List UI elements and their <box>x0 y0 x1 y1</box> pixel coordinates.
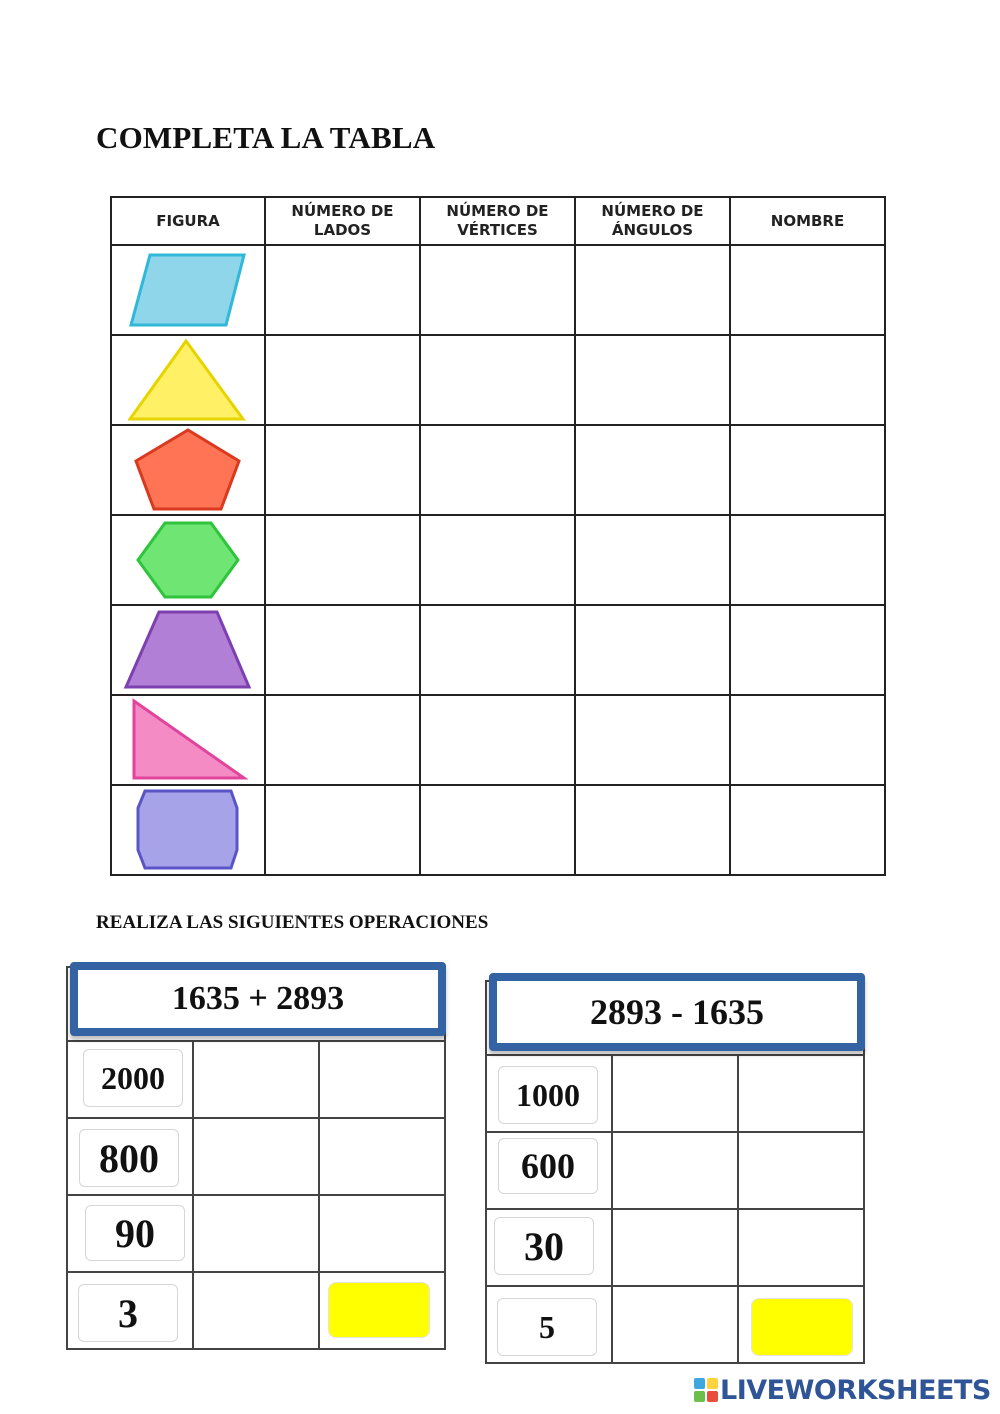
number-box: 90 <box>85 1205 185 1261</box>
table-row <box>111 605 885 695</box>
answer-cell[interactable] <box>730 245 885 335</box>
answer-cell[interactable] <box>193 1195 319 1272</box>
answer-cell[interactable] <box>420 245 575 335</box>
answer-cell[interactable] <box>575 605 730 695</box>
answer-cell[interactable] <box>575 335 730 425</box>
number-box: 1000 <box>498 1066 598 1124</box>
liveworksheets-logo <box>694 1374 991 1406</box>
figure-cell <box>111 785 265 875</box>
figure-cell <box>111 425 265 515</box>
answer-cell[interactable] <box>730 335 885 425</box>
header-numero-de-vertices: NÚMERO DE VÉRTICES <box>420 197 575 245</box>
number-box: 5 <box>497 1298 597 1356</box>
operation-header-addition: 1635 + 2893 <box>70 962 446 1036</box>
page-title: COMPLETA LA TABLA <box>96 120 436 155</box>
highlight-box[interactable] <box>751 1298 853 1356</box>
table-row <box>111 335 885 425</box>
answer-cell[interactable] <box>265 245 420 335</box>
number-box: 30 <box>494 1217 594 1275</box>
triangle-icon <box>128 337 248 423</box>
answer-cell[interactable] <box>730 515 885 605</box>
section-subtitle: REALIZA LAS SIGUIENTES OPERACIONES <box>96 912 489 933</box>
header-nombre: NOMBRE <box>730 197 885 245</box>
figure-cell <box>111 335 265 425</box>
hexagon-icon <box>135 520 241 600</box>
answer-cell[interactable] <box>420 515 575 605</box>
logo-text: LIVEWORKSHEETS <box>720 1374 991 1406</box>
right-triangle-icon <box>128 698 248 782</box>
rhomboid-icon <box>128 251 248 329</box>
answer-cell[interactable] <box>730 425 885 515</box>
answer-cell[interactable] <box>193 1118 319 1195</box>
answer-cell[interactable] <box>575 245 730 335</box>
table-row <box>111 785 885 875</box>
answer-cell[interactable] <box>575 425 730 515</box>
octagon-icon <box>135 788 241 872</box>
highlight-box[interactable] <box>328 1282 430 1338</box>
answer-cell[interactable] <box>265 335 420 425</box>
answer-cell[interactable] <box>612 1286 738 1363</box>
answer-cell[interactable] <box>730 695 885 785</box>
number-box: 600 <box>498 1138 598 1194</box>
answer-cell[interactable] <box>420 335 575 425</box>
pentagon-icon <box>133 427 243 513</box>
table-row <box>111 515 885 605</box>
answer-cell[interactable] <box>319 1195 445 1272</box>
answer-cell[interactable] <box>575 515 730 605</box>
figure-cell <box>111 695 265 785</box>
liveworksheets-logo-icon <box>694 1378 718 1402</box>
answer-cell[interactable] <box>265 695 420 785</box>
answer-cell[interactable] <box>193 1041 319 1118</box>
answer-cell[interactable] <box>319 1118 445 1195</box>
answer-cell[interactable] <box>730 605 885 695</box>
shapes-table <box>110 196 886 876</box>
number-box: 2000 <box>83 1049 183 1107</box>
header-numero-de-angulos: NÚMERO DE ÁNGULOS <box>575 197 730 245</box>
answer-cell[interactable] <box>420 425 575 515</box>
answer-cell[interactable] <box>265 515 420 605</box>
answer-cell[interactable] <box>612 1132 738 1209</box>
answer-cell[interactable] <box>420 695 575 785</box>
number-box: 800 <box>79 1129 179 1187</box>
answer-cell[interactable] <box>575 785 730 875</box>
answer-cell[interactable] <box>265 425 420 515</box>
answer-cell[interactable] <box>265 785 420 875</box>
answer-cell[interactable] <box>612 1209 738 1286</box>
trapezoid-icon <box>123 609 253 691</box>
answer-cell[interactable] <box>730 785 885 875</box>
figure-cell <box>111 605 265 695</box>
number-box: 3 <box>78 1284 178 1342</box>
answer-cell[interactable] <box>420 605 575 695</box>
table-row <box>111 695 885 785</box>
answer-cell[interactable] <box>738 1132 864 1209</box>
answer-cell[interactable] <box>738 1209 864 1286</box>
figure-cell <box>111 515 265 605</box>
answer-cell[interactable] <box>575 695 730 785</box>
header-numero-de-lados: NÚMERO DE LADOS <box>265 197 420 245</box>
answer-cell[interactable] <box>319 1041 445 1118</box>
answer-cell[interactable] <box>193 1272 319 1349</box>
header-figura: FIGURA <box>111 197 265 245</box>
answer-cell[interactable] <box>420 785 575 875</box>
table-row <box>111 425 885 515</box>
figure-cell <box>111 245 265 335</box>
answer-cell[interactable] <box>612 1055 738 1132</box>
answer-cell[interactable] <box>738 1055 864 1132</box>
table-row <box>111 245 885 335</box>
answer-cell[interactable] <box>265 605 420 695</box>
operation-header-subtraction: 2893 - 1635 <box>489 973 865 1051</box>
table-header-row <box>111 197 885 245</box>
